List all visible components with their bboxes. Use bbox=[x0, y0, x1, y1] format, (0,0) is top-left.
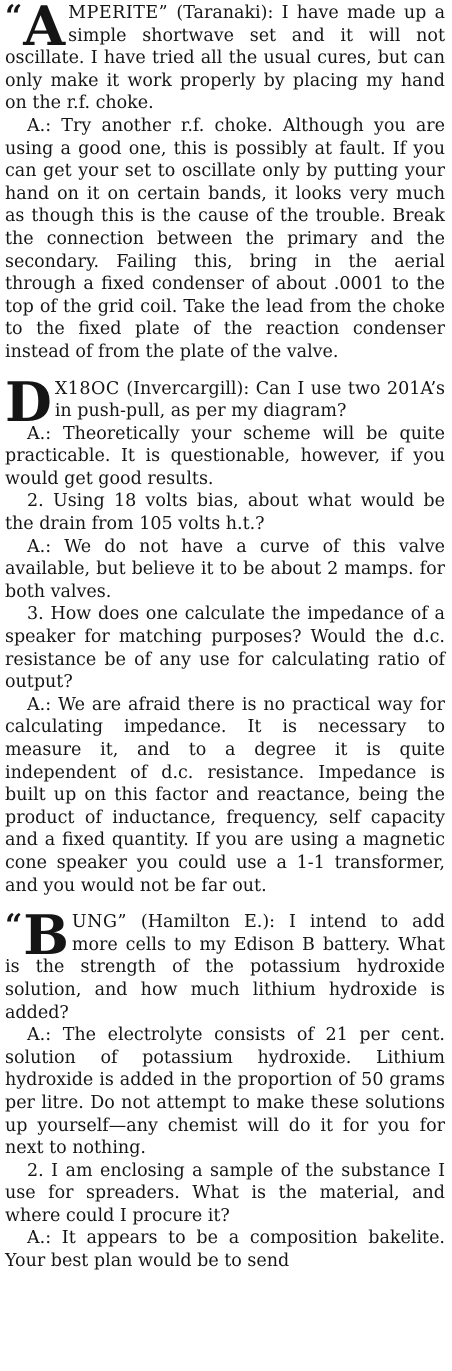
entry-dx18oc bbox=[5, 369, 445, 898]
question-paragraph: 2. I am enclosing a sample of the substance I use for spreaders. What is the material, and where could I procure it? bbox=[5, 1160, 445, 1226]
question-text: (Invercargill): Can I use two 201A’s in push-pull, as per my diagram? bbox=[54, 378, 445, 422]
question-lead bbox=[5, 903, 445, 1024]
open-quote: “ bbox=[5, 0, 23, 34]
drop-cap: D bbox=[5, 369, 52, 434]
entry-amperite bbox=[5, 2, 445, 364]
answer-paragraph: A.: We are afraid there is no practical way for calculating impedance. It is necessary to measure it, and to a degree it is quite independent of d.c. resistance. Impedance is built up on this factor and reactance, being the product of inductance, frequency, self capacity and a fixed quantity. If you are using a magnetic cone speaker you could use a 1-1 transformer, and you would not be far out. bbox=[5, 694, 445, 896]
question-text: (Hamilton E.): I intend to add more cells to my Edison B battery. What is the strength of the potassium hydroxide solution, and how much lithium hydroxide is added? bbox=[5, 912, 445, 1023]
correspondent-name: MPERITE” bbox=[68, 3, 169, 23]
question-text: (Taranaki): I have made up a simple shortwave set and it will not oscillate. I have tried all the usual cures, but can only make it work properly by placing my hand on the r.f. choke. bbox=[5, 3, 445, 114]
entry-bung bbox=[5, 903, 445, 1273]
answer-paragraph: A.: It appears to be a composition bakelite. Your best plan would be to send bbox=[5, 1228, 445, 1272]
drop-cap: B bbox=[23, 903, 69, 968]
question-lead bbox=[5, 369, 445, 434]
open-quote: “ bbox=[5, 908, 23, 944]
question-lead bbox=[5, 2, 445, 115]
answer-paragraph: A.: Try another r.f. choke. Although you are using a good one, this is possibly at fault. If you can get your set to oscillate only by putting your hand on it on certain bands, it looks very much as though this is the cause of the trouble. Break the connection between the primary and the secondary. Failing this, bring in the aerial through a fixed condenser of about .0001 to the top of the grid coil. Take the lead from the choke to the fixed plate of the reaction condenser instead of from the plate of the valve. bbox=[5, 115, 445, 362]
correspondent-name: UNG” bbox=[71, 912, 127, 933]
drop-cap: A bbox=[23, 0, 66, 58]
correspondent-name: X18OC bbox=[54, 378, 120, 399]
answer-paragraph: A.: We do not have a curve of this valve available, but believe it to be about 2 mamps. for both valves. bbox=[5, 536, 445, 602]
answer-paragraph: A.: Theoretically your scheme will be quite practicable. It is questionable, however, if you would get good results. bbox=[5, 423, 445, 489]
question-paragraph: 3. How does one calculate the impedance of a speaker for matching purposes? Would the d.c. resistance be of any use for calculating ratio of output? bbox=[5, 604, 445, 693]
question-paragraph: 2. Using 18 volts bias, about what would be the drain from 105 volts h.t.? bbox=[5, 491, 445, 535]
answer-paragraph: A.: The electrolyte consists of 21 per cent. solution of potassium hydroxide. Lithium hydroxide is added in the proportion of 50 grams per litre. Do not attempt to make these solutions up yourself—any chemist will do it for you for next to nothing. bbox=[5, 1025, 445, 1159]
